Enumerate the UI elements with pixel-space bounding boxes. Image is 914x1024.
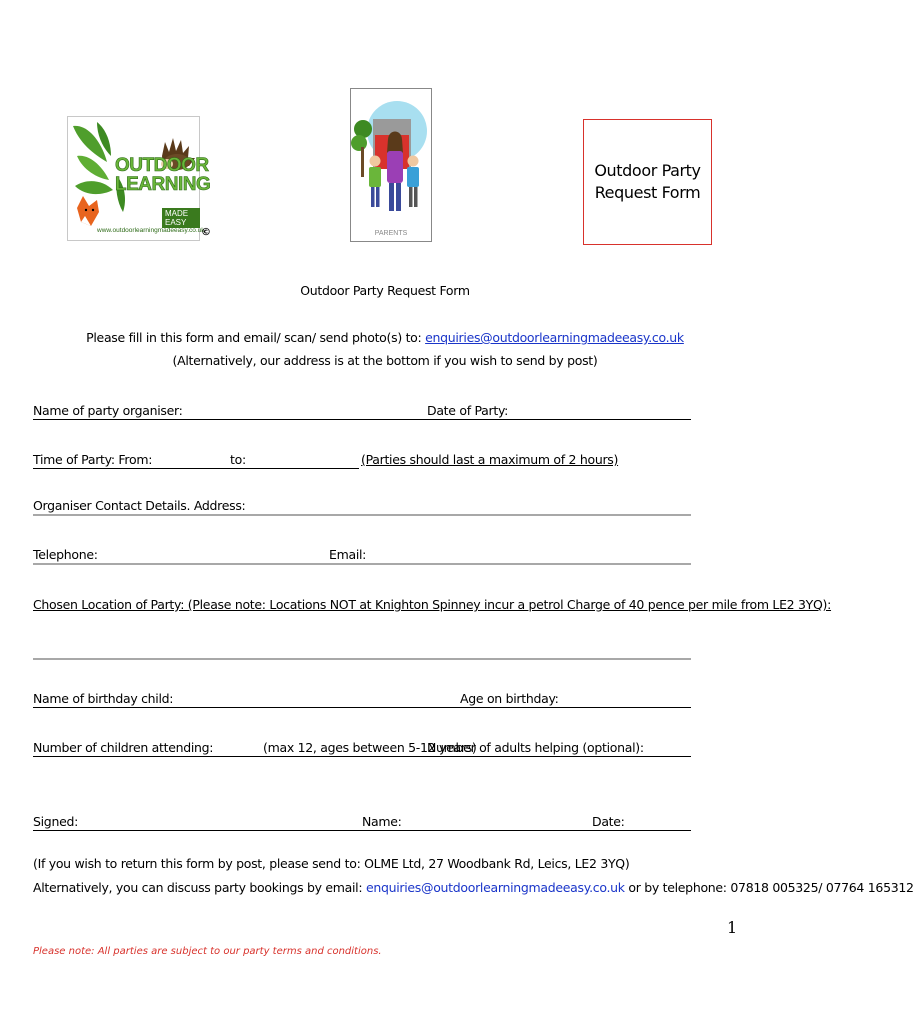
alt-contact-prefix: Alternatively, you can discuss party bookings by email: xyxy=(33,880,366,895)
children-note: (max 12, ages between 5-12 years) xyxy=(263,740,477,755)
logo-brand-line1: OUTDOOR xyxy=(115,155,209,176)
telephone-email-field-line[interactable] xyxy=(33,563,691,565)
parents-illustration xyxy=(350,88,432,242)
parents-label: PARENTS xyxy=(374,230,408,237)
location-field-line[interactable] xyxy=(33,658,691,660)
organiser-date-field-line[interactable] xyxy=(33,419,691,420)
telephone-label: Telephone: xyxy=(33,547,98,562)
address-label: Organiser Contact Details. Address: xyxy=(33,498,246,513)
title-box-line1: Outdoor Party xyxy=(594,161,701,180)
time-field-line[interactable] xyxy=(33,468,359,469)
copyright-symbol: © xyxy=(201,227,211,238)
alternative-contact xyxy=(33,880,914,895)
time-from-label: Time of Party: From: xyxy=(33,452,153,467)
location-label: Chosen Location of Party: (Please note: Locations NOT at Knighton Spinney incur a petrol Charge of 40 pence per mile from LE2 3YQ): xyxy=(33,597,832,612)
title-box xyxy=(583,119,712,245)
email-label: Email: xyxy=(329,547,367,562)
name-label: Name: xyxy=(362,814,402,829)
page-number: 1 xyxy=(727,918,738,937)
party-date-label: Date of Party: xyxy=(427,403,509,418)
time-to-label: to: xyxy=(230,452,246,467)
children-adults-field-line[interactable] xyxy=(33,756,691,757)
signed-label: Signed: xyxy=(33,814,79,829)
address-field-line[interactable] xyxy=(33,514,691,516)
form-title: Outdoor Party Request Form xyxy=(300,283,470,298)
instructions-line2: (Alternatively, our address is at the bottom if you wish to send by post) xyxy=(172,353,598,368)
date-label: Date: xyxy=(592,814,625,829)
children-attending-label: Number of children attending: xyxy=(33,740,214,755)
age-label: Age on birthday: xyxy=(460,691,559,706)
post-address: (If you wish to return this form by post, please send to: OLME Ltd, 27 Woodbank Rd, Leics, LE2 3YQ) xyxy=(33,856,630,871)
logo-brand-text xyxy=(115,156,210,194)
logo-brand-line2: LEARNING xyxy=(115,174,211,195)
logo-tagline: MADE EASY xyxy=(162,208,200,228)
adults-helping-label: Number of adults helping (optional): xyxy=(427,740,644,755)
instructions-prefix: Please fill in this form and email/ scan/ send photo(s) to: xyxy=(86,330,426,345)
footer-email-link[interactable]: enquiries@outdoorlearningmadeeasy.co.uk xyxy=(365,880,625,895)
duration-note: (Parties should last a maximum of 2 hours) xyxy=(361,452,619,467)
child-name-label: Name of birthday child: xyxy=(33,691,174,706)
alt-contact-suffix: or by telephone: 07818 005325/ 07764 165312 xyxy=(624,880,914,895)
child-age-field-line[interactable] xyxy=(33,707,691,708)
instructions-line1 xyxy=(0,330,770,345)
email-link[interactable]: enquiries@outdoorlearningmadeeasy.co.uk xyxy=(425,330,684,345)
outdoor-learning-logo xyxy=(67,116,211,241)
organiser-name-label: Name of party organiser: xyxy=(33,403,183,418)
logo-url: www.outdoorlearningmadeeasy.co.uk xyxy=(97,227,205,234)
signature-field-line[interactable] xyxy=(33,830,691,831)
family-icon xyxy=(351,89,431,241)
terms-note: Please note: All parties are subject to our party terms and conditions. xyxy=(33,946,382,957)
title-box-line2: Request Form xyxy=(594,183,701,202)
